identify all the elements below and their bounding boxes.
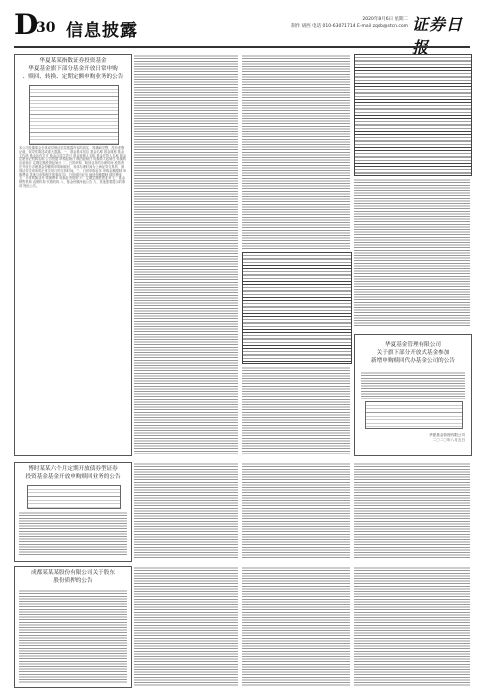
mid-body — [19, 511, 127, 557]
notice-title-bottom: 成都某某某股份有限公司关于股东 股份质押的公告 — [31, 570, 115, 584]
notice-title-mid: 博时某某六个月定期开放债券型证券 投资基金基金开放申购赎回业务的公告 — [25, 466, 121, 480]
section-title: 信息披露 — [66, 21, 138, 41]
masthead — [14, 10, 470, 44]
data-table-col4 — [354, 54, 472, 176]
mid-column-3 — [242, 462, 350, 560]
notice-right-table — [365, 401, 463, 429]
data-table-col3 — [242, 252, 352, 364]
masthead-contact: 制作 胡西 电话 010-63071714 E-mail zqsb@stcn.com — [291, 24, 408, 29]
masthead-rule — [14, 46, 470, 48]
notice-bottom-left — [14, 566, 132, 688]
notice-right-body — [361, 371, 465, 399]
bottom-column-2 — [134, 566, 238, 686]
notice-title-right: 华夏基金管理有限公司 关于旗下部分开放式基金参加 新增申购赎回代办基金公司的公告 — [371, 342, 455, 364]
notice-title: 华夏某某指数证券投资基金 华夏基金旗下部分基金开放日常申购 、赎回、转换、定期定额申购业务的公告 — [22, 58, 124, 80]
bottom-column-3 — [242, 566, 350, 686]
masthead-date: 2020年8月6日 星期二 — [362, 17, 408, 22]
text-column-2 — [134, 54, 238, 454]
notice-mid-left — [14, 462, 132, 562]
notice-right — [354, 334, 472, 456]
notice-top-left — [14, 54, 132, 456]
masthead-meta — [272, 16, 408, 30]
bottom-body — [19, 589, 127, 683]
page-letter: D — [14, 8, 39, 41]
text-column-3-top — [242, 54, 350, 250]
page-number: 30 — [36, 20, 56, 36]
text-column-4 — [354, 178, 470, 328]
newspaper-logo: 证券日 — [412, 15, 464, 34]
mid-table — [27, 485, 121, 509]
bottom-column-4 — [354, 566, 470, 686]
text-column-3-bottom — [242, 366, 350, 454]
mid-column-2 — [134, 462, 238, 560]
fund-table — [29, 85, 119, 145]
signature: 华夏基金管理有限公司 二〇二〇年八月五日 — [429, 433, 465, 442]
notice-body: 本公司及董事会全体成员保证信息披露内容的真实、准确和完整，没有虚假记载、误导性陈述或重大遗漏。一、基金基本信息 基金名称 基金简称 基金主代码 基金运作方式 基金合同生效日 基金管理人名称 基金托管人名称 基金注册登记机构名称 公告依据 申购起始日 赎回起始日 转换转入起始日 转换转出起始日 定期定额投资起始日 二、日常申购、赎回业务的办理时间 投资者在开放日办理基金份额的申购和赎回，具体办理时间为上海证券交易所、深圳证券交易所的正常交易日的交易时间。三、日常申购业务 申购金额限制 申购费率 其他与申购相关的事项 四、日常赎回业务 赎回份额限制 赎回费率 五、日常转换业务 转换费率 转换业务规则 六、定期定额投资业务 七、基金销售机构 直销机构 代销机构 八、基金份额净值公告 九、其他需要提示的事项 特此公告。 — [19, 146, 127, 188]
mid-column-4 — [354, 462, 470, 560]
